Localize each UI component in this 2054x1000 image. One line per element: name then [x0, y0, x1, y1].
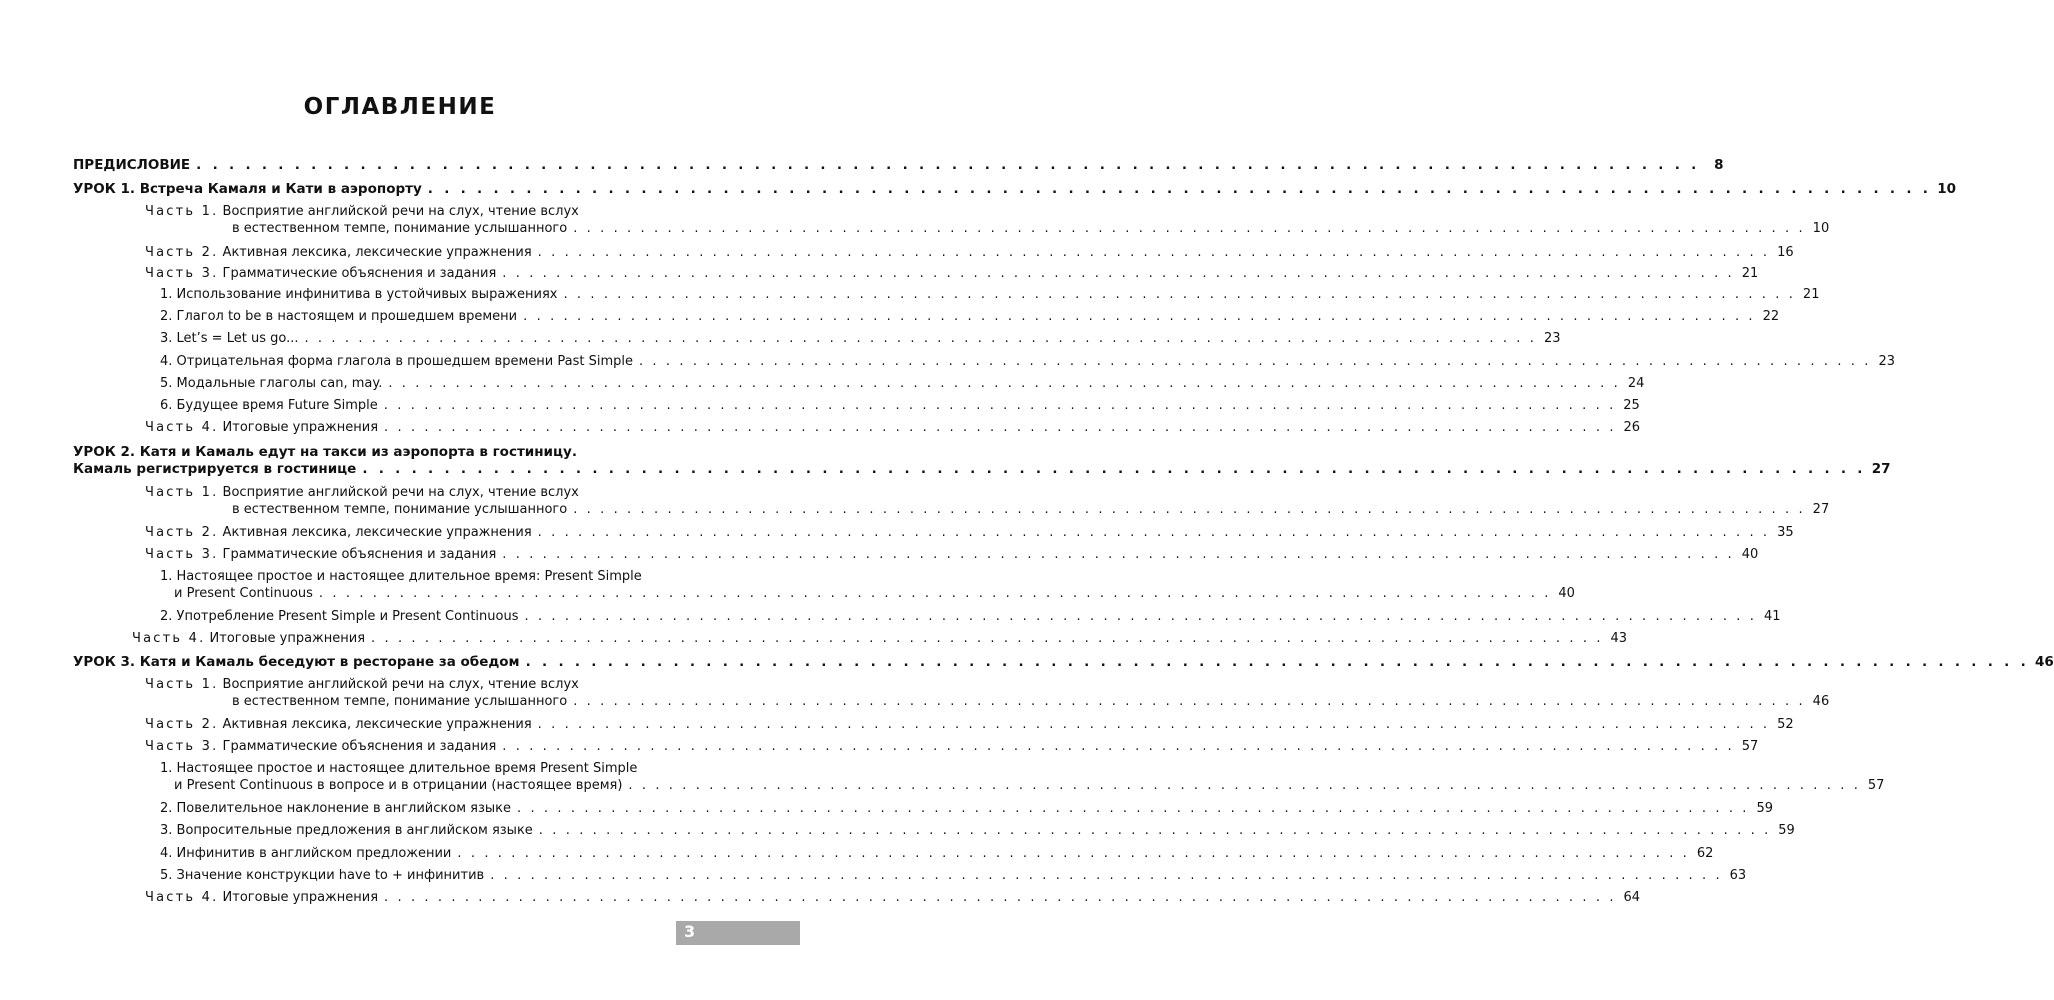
toc-entry	[160, 868, 1747, 884]
toc-entry-title: 5. Модальные глаголы can, may.	[160, 376, 383, 391]
toc-entry-continuation	[174, 778, 1885, 794]
toc-entry-title: УРОК 1. Встреча Камаля и Кати в аэропорту	[73, 181, 422, 197]
toc-dot-leader: . . . . . . . . . . . . . . . . . . . . . . . . . . . . . . . . . . . . . . . . . . . . . . . . . . . . . . . . . . . . . . . . . . . . . . . . . . . . . . . . . . . . . . . . . . . .	[502, 739, 1735, 754]
toc-entry-title: 3. Let’s = Let us go...	[160, 331, 299, 346]
toc-entry	[160, 761, 637, 777]
toc-entry-title: Активная лексика, лексические упражнения	[222, 245, 532, 260]
toc-entry	[160, 376, 1645, 392]
toc-entry	[145, 266, 1759, 282]
toc-dot-leader: . . . . . . . . . . . . . . . . . . . . . . . . . . . . . . . . . . . . . . . . . . . . . . . . . . . . . . . . . . . . . . . . . . . . . . . . . . . . . . . . . . . . . . . . . . . .	[318, 586, 1551, 601]
toc-part-label: Часть 1.	[145, 204, 219, 219]
toc-page-number: 40	[1558, 586, 1575, 601]
toc-dot-leader: . . . . . . . . . . . . . . . . . . . . . . . . . . . . . . . . . . . . . . . . . . . . . . . . . . . . . . . . . . . . . . . . . . . . . . . . . . . . . . . . . . . . . . . . . . . .	[525, 654, 2030, 670]
toc-dot-leader: . . . . . . . . . . . . . . . . . . . . . . . . . . . . . . . . . . . . . . . . . . . . . . . . . . . . . . . . . . . . . . . . . . . . . . . . . . . . . . . . . . . . . . . . . . . .	[502, 547, 1735, 562]
toc-dot-leader: . . . . . . . . . . . . . . . . . . . . . . . . . . . . . . . . . . . . . . . . . . . . . . . . . . . . . . . . . . . . . . . . . . . . . . . . . . . . . . . . . . . . . . . . . . . .	[563, 287, 1796, 302]
toc-entry	[160, 331, 1561, 347]
toc-entry-title-cont: Камаль регистрируется в гостинице	[73, 461, 357, 477]
toc-entry	[145, 485, 579, 501]
toc-page-number: 21	[1802, 287, 1820, 302]
toc-entry-title: 2. Глагол to be в настоящем и прошедшем времени	[160, 309, 518, 324]
toc-entry	[160, 801, 1774, 817]
toc-entry	[145, 204, 579, 220]
toc-entry-title-cont: в естественном темпе, понимание услышанного	[232, 221, 568, 236]
toc-page-number: 64	[1623, 890, 1641, 905]
toc-entry-title: ПРЕДИСЛОВИЕ	[73, 157, 191, 173]
toc-page-number: 46	[1812, 694, 1830, 709]
toc-entry	[160, 287, 1820, 303]
toc-entry	[73, 444, 577, 460]
toc-page-number: 62	[1696, 846, 1714, 861]
page-title: ОГЛАВЛЕНИЕ	[303, 94, 497, 120]
toc-entry-title: Активная лексика, лексические упражнения	[222, 525, 532, 540]
toc-entry	[145, 245, 1794, 261]
toc-page-number: 40	[1741, 547, 1759, 562]
toc-page-number: 59	[1778, 823, 1795, 838]
toc-dot-leader: . . . . . . . . . . . . . . . . . . . . . . . . . . . . . . . . . . . . . . . . . . . . . . . . . . . . . . . . . . . . . . . . . . . . . . . . . . . . . . . . . . . . . . . . . . . .	[524, 609, 1757, 624]
toc-part-label: Часть 3.	[145, 739, 219, 754]
toc-dot-leader: . . . . . . . . . . . . . . . . . . . . . . . . . . . . . . . . . . . . . . . . . . . . . . . . . . . . . . . . . . . . . . . . . . . . . . . . . . . . . . . . . . . . . . . . . . . .	[457, 846, 1690, 861]
toc-entry-title: 1. Настоящее простое и настоящее длительное время: Present Simple	[160, 569, 642, 584]
toc-entry	[145, 420, 1641, 436]
toc-dot-leader: . . . . . . . . . . . . . . . . . . . . . . . . . . . . . . . . . . . . . . . . . . . . . . . . . . . . . . . . . . . . . . . . . . . . . . . . . . . . . . . . . . . . . . . . . . . .	[573, 221, 1806, 236]
toc-dot-leader: . . . . . . . . . . . . . . . . . . . . . . . . . . . . . . . . . . . . . . . . . . . . . . . . . . . . . . . . . . . . . . . . . . . . . . . . . . . . . . . . . . . . . . . . . . . .	[362, 461, 1866, 477]
toc-part-label: Часть 1.	[145, 485, 219, 500]
toc-dot-leader: . . . . . . . . . . . . . . . . . . . . . . . . . . . . . . . . . . . . . . . . . . . . . . . . . . . . . . . . . . . . . . . . . . . . . . . . . . . . . . . . . . . . . . . . . . . .	[196, 157, 1700, 173]
toc-entry	[145, 547, 1759, 563]
toc-part-label: Часть 2.	[145, 717, 219, 732]
toc-page-number: 21	[1741, 266, 1759, 281]
toc-entry	[160, 846, 1714, 862]
toc-dot-leader: . . . . . . . . . . . . . . . . . . . . . . . . . . . . . . . . . . . . . . . . . . . . . . . . . . . . . . . . . . . . . . . . . . . . . . . . . . . . . . . . . . . . . . . . . . . .	[628, 778, 1861, 793]
toc-entry-title: 1. Использование инфинитива в устойчивых выражениях	[160, 287, 558, 302]
toc-dot-leader: . . . . . . . . . . . . . . . . . . . . . . . . . . . . . . . . . . . . . . . . . . . . . . . . . . . . . . . . . . . . . . . . . . . . . . . . . . . . . . . . . . . . . . . . . . . .	[523, 309, 1756, 324]
page-number: 3	[684, 922, 696, 941]
toc-entry-continuation	[232, 694, 1830, 710]
toc-entry	[160, 823, 1795, 839]
toc-page-number: 10	[1937, 181, 1956, 197]
toc-entry-title: Восприятие английской речи на слух, чтение вслух	[222, 677, 579, 692]
toc-dot-leader: . . . . . . . . . . . . . . . . . . . . . . . . . . . . . . . . . . . . . . . . . . . . . . . . . . . . . . . . . . . . . . . . . . . . . . . . . . . . . . . . . . . . . . . . . . . .	[383, 398, 1616, 413]
toc-page-number: 59	[1756, 801, 1774, 816]
toc-page-number: 27	[1812, 502, 1830, 517]
toc-entry-title: Грамматические объяснения и задания	[222, 547, 497, 562]
toc-dot-leader: . . . . . . . . . . . . . . . . . . . . . . . . . . . . . . . . . . . . . . . . . . . . . . . . . . . . . . . . . . . . . . . . . . . . . . . . . . . . . . . . . . . . . . . . . . . .	[638, 354, 1871, 369]
toc-entry-title: 4. Отрицательная форма глагола в прошедшем времени Past Simple	[160, 354, 633, 369]
toc-dot-leader: . . . . . . . . . . . . . . . . . . . . . . . . . . . . . . . . . . . . . . . . . . . . . . . . . . . . . . . . . . . . . . . . . . . . . . . . . . . . . . . . . . . . . . . . . . . .	[304, 331, 1537, 346]
toc-page-number: 35	[1777, 525, 1794, 540]
toc-entry-continuation	[174, 586, 1575, 602]
toc-page-number: 46	[2035, 654, 2054, 670]
toc-entry-title: Активная лексика, лексические упражнения	[222, 717, 532, 732]
toc-entry	[145, 890, 1641, 906]
toc-part-label: Часть 3.	[145, 547, 219, 562]
toc-entry-title: Итоговые упражнения	[222, 890, 379, 905]
toc-entry-title-cont: и Present Continuous в вопросе и в отрицании (настоящее время)	[174, 778, 623, 793]
toc-entry-title: 2. Повелительное наклонение в английском языке	[160, 801, 511, 816]
toc-entry-title: Грамматические объяснения и задания	[222, 266, 497, 281]
toc-entry-title-cont: и Present Continuous	[174, 586, 313, 601]
toc-dot-leader: . . . . . . . . . . . . . . . . . . . . . . . . . . . . . . . . . . . . . . . . . . . . . . . . . . . . . . . . . . . . . . . . . . . . . . . . . . . . . . . . . . . . . . . . . . . .	[371, 631, 1604, 646]
toc-part-label: Часть 4.	[145, 420, 219, 435]
toc-entry	[145, 677, 579, 693]
toc-page-number: 52	[1777, 717, 1794, 732]
toc-page-number: 57	[1867, 778, 1885, 793]
toc-entry-title: Итоговые упражнения	[209, 631, 366, 646]
toc-entry-continuation	[232, 221, 1830, 237]
toc-part-label: Часть 1.	[145, 677, 219, 692]
toc-dot-leader: . . . . . . . . . . . . . . . . . . . . . . . . . . . . . . . . . . . . . . . . . . . . . . . . . . . . . . . . . . . . . . . . . . . . . . . . . . . . . . . . . . . . . . . . . . . .	[573, 694, 1806, 709]
toc-part-label: Часть 4.	[145, 890, 219, 905]
toc-entry	[132, 631, 1628, 647]
toc-entry-title: 2. Употребление Present Simple и Present Continuous	[160, 609, 519, 624]
toc-dot-leader: . . . . . . . . . . . . . . . . . . . . . . . . . . . . . . . . . . . . . . . . . . . . . . . . . . . . . . . . . . . . . . . . . . . . . . . . . . . . . . . . . . . . . . . . . . . .	[537, 245, 1770, 260]
toc-dot-leader: . . . . . . . . . . . . . . . . . . . . . . . . . . . . . . . . . . . . . . . . . . . . . . . . . . . . . . . . . . . . . . . . . . . . . . . . . . . . . . . . . . . . . . . . . . . .	[573, 502, 1806, 517]
toc-entry-title: Восприятие английской речи на слух, чтение вслух	[222, 485, 579, 500]
toc-page-number: 24	[1627, 376, 1645, 391]
toc-entry	[160, 609, 1781, 625]
toc-entry	[160, 309, 1780, 325]
toc-page-number: 57	[1741, 739, 1759, 754]
toc-entry	[160, 398, 1640, 414]
toc-page-number: 22	[1762, 309, 1780, 324]
toc-entry	[160, 569, 642, 585]
toc-dot-leader: . . . . . . . . . . . . . . . . . . . . . . . . . . . . . . . . . . . . . . . . . . . . . . . . . . . . . . . . . . . . . . . . . . . . . . . . . . . . . . . . . . . . . . . . . . . .	[490, 868, 1723, 883]
toc-dot-leader: . . . . . . . . . . . . . . . . . . . . . . . . . . . . . . . . . . . . . . . . . . . . . . . . . . . . . . . . . . . . . . . . . . . . . . . . . . . . . . . . . . . . . . . . . . . .	[502, 266, 1735, 281]
toc-dot-leader: . . . . . . . . . . . . . . . . . . . . . . . . . . . . . . . . . . . . . . . . . . . . . . . . . . . . . . . . . . . . . . . . . . . . . . . . . . . . . . . . . . . . . . . . . . . .	[384, 890, 1617, 905]
toc-part-label: Часть 3.	[145, 266, 219, 281]
toc-entry-title: Грамматические объяснения и задания	[222, 739, 497, 754]
toc-entry-continuation	[73, 461, 1891, 477]
toc-dot-leader: . . . . . . . . . . . . . . . . . . . . . . . . . . . . . . . . . . . . . . . . . . . . . . . . . . . . . . . . . . . . . . . . . . . . . . . . . . . . . . . . . . . . . . . . . . . .	[427, 181, 1932, 197]
toc-entry-title-cont: в естественном темпе, понимание услышанного	[232, 502, 568, 517]
toc-part-label: Часть 4.	[132, 631, 206, 646]
toc-entry-title: Итоговые упражнения	[222, 420, 379, 435]
toc-entry-title: 3. Вопросительные предложения в английском языке	[160, 823, 533, 838]
toc-page-number: 63	[1729, 868, 1747, 883]
toc-entry	[73, 157, 1724, 173]
toc-page-number: 43	[1610, 631, 1628, 646]
toc-page-number: 27	[1871, 461, 1891, 477]
toc-entry	[73, 654, 2054, 670]
toc-entry-title: 5. Значение конструкции have to + инфинитив	[160, 868, 485, 883]
toc-entry-continuation	[232, 502, 1830, 518]
toc-entry-title-cont: в естественном темпе, понимание услышанного	[232, 694, 568, 709]
toc-entry	[145, 525, 1794, 541]
toc-entry	[145, 717, 1794, 733]
toc-entry-title: 6. Будущее время Future Simple	[160, 398, 378, 413]
toc-page-number: 10	[1812, 221, 1830, 236]
toc-dot-leader: . . . . . . . . . . . . . . . . . . . . . . . . . . . . . . . . . . . . . . . . . . . . . . . . . . . . . . . . . . . . . . . . . . . . . . . . . . . . . . . . . . . . . . . . . . . .	[517, 801, 1750, 816]
toc-entry-title: УРОК 2. Катя и Камаль едут на такси из аэропорта в гостиницу.	[73, 444, 577, 460]
toc-part-label: Часть 2.	[145, 245, 219, 260]
toc-entry	[145, 739, 1759, 755]
toc-entry-title: 1. Настоящее простое и настоящее длительное время Present Simple	[160, 761, 638, 776]
toc-entry-title: УРОК 3. Катя и Камаль беседуют в ресторане за обедом	[73, 654, 520, 670]
toc-page-number: 23	[1878, 354, 1895, 369]
toc-entry	[160, 354, 1895, 370]
toc-entry-title: 4. Инфинитив в английском предложении	[160, 846, 452, 861]
toc-page-number: 23	[1543, 331, 1561, 346]
toc-page-number: 41	[1763, 609, 1781, 624]
toc-dot-leader: . . . . . . . . . . . . . . . . . . . . . . . . . . . . . . . . . . . . . . . . . . . . . . . . . . . . . . . . . . . . . . . . . . . . . . . . . . . . . . . . . . . . . . . . . . . .	[537, 525, 1770, 540]
toc-dot-leader: . . . . . . . . . . . . . . . . . . . . . . . . . . . . . . . . . . . . . . . . . . . . . . . . . . . . . . . . . . . . . . . . . . . . . . . . . . . . . . . . . . . . . . . . . . . .	[384, 420, 1617, 435]
toc-page-number: 8	[1714, 157, 1724, 173]
toc-entry-title: Восприятие английской речи на слух, чтение вслух	[222, 204, 579, 219]
toc-dot-leader: . . . . . . . . . . . . . . . . . . . . . . . . . . . . . . . . . . . . . . . . . . . . . . . . . . . . . . . . . . . . . . . . . . . . . . . . . . . . . . . . . . . . . . . . . . . .	[538, 823, 1771, 838]
toc-page-number: 26	[1623, 420, 1641, 435]
toc-entry	[73, 181, 1956, 197]
toc-page-number: 25	[1623, 398, 1640, 413]
toc-page-number: 16	[1777, 245, 1794, 260]
toc-dot-leader: . . . . . . . . . . . . . . . . . . . . . . . . . . . . . . . . . . . . . . . . . . . . . . . . . . . . . . . . . . . . . . . . . . . . . . . . . . . . . . . . . . . . . . . . . . . .	[388, 376, 1621, 391]
toc-dot-leader: . . . . . . . . . . . . . . . . . . . . . . . . . . . . . . . . . . . . . . . . . . . . . . . . . . . . . . . . . . . . . . . . . . . . . . . . . . . . . . . . . . . . . . . . . . . .	[537, 717, 1770, 732]
toc-part-label: Часть 2.	[145, 525, 219, 540]
